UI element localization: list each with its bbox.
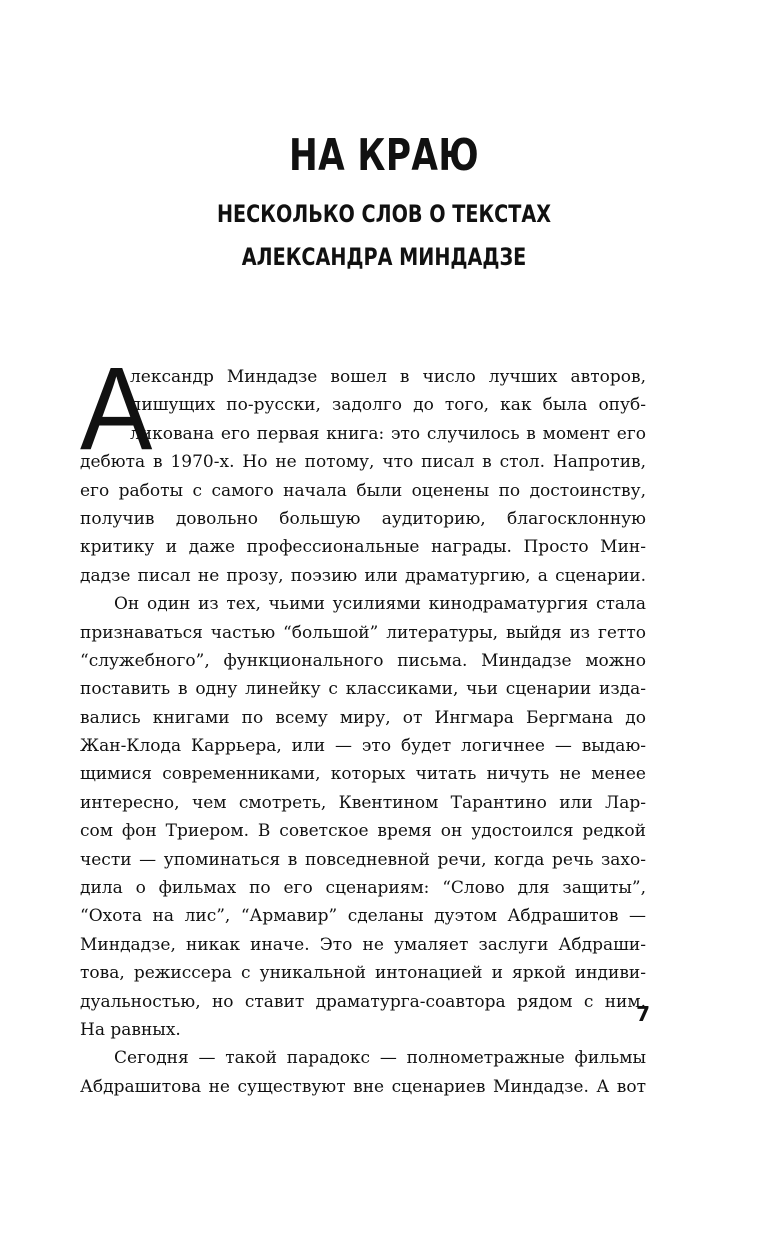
text-line: дадзе писал не прозу, поэзию или драматургию, а сценарии. xyxy=(80,565,646,586)
chapter-subtitle-line-2: АЛЕКСАНДРА МИНДАДЗЕ xyxy=(241,243,527,271)
body-text xyxy=(80,363,646,1101)
text-line: ликована его первая книга: это случилось в момент его xyxy=(130,423,646,444)
text-line: дила о фильмах по его сценариям: “Слово для защиты”, xyxy=(80,878,646,899)
text-line: Абдрашитова не существуют вне сценариев Миндадзе. А вот xyxy=(80,1076,646,1097)
text-line: получив довольно большую аудиторию, благосклонную xyxy=(80,508,646,529)
text-line: това, режиссера с уникальной интонацией и яркой индиви- xyxy=(80,963,646,984)
text-line: признаваться частью “большой” литературы, выйдя из гетто xyxy=(80,622,646,643)
text-line: критику и даже профессиональные награды. Просто Мин- xyxy=(80,537,646,558)
text-line: дебюта в 1970-х. Но не потому, что писал в стол. Напротив, xyxy=(80,452,646,473)
text-line: Сегодня — такой парадокс — полнометражные фильмы xyxy=(114,1048,646,1069)
text-line: поставить в одну линейку с классиками, чьи сценарии изда- xyxy=(80,679,646,700)
drop-cap: А xyxy=(80,343,153,475)
text-line: чести — упоминаться в повседневной речи, когда речь захо- xyxy=(80,849,646,870)
text-line: его работы с самого начала были оценены по достоинству, xyxy=(80,480,646,501)
chapter-subtitle-line-1: НЕСКОЛЬКО СЛОВ О ТЕКСТАХ xyxy=(216,200,551,228)
text-line: “Охота на лис”, “Армавир” сделаны дуэтом Абдрашитов — xyxy=(80,906,646,927)
text-line: “служебного”, функционального письма. Миндадзе можно xyxy=(80,650,646,671)
text-line: вались книгами по всему миру, от Ингмара Бергмана до xyxy=(80,707,646,728)
text-line: пишущих по-русски, задолго до того, как была опуб- xyxy=(130,395,646,416)
text-line: Миндадзе, никак иначе. Это не умаляет заслуги Абдраши- xyxy=(80,934,646,955)
text-line: Он один из тех, чьими усилиями кинодраматургия стала xyxy=(114,594,646,615)
chapter-title: НА КРАЮ xyxy=(288,130,480,181)
text-line: сом фон Триером. В советское время он удостоился редкой xyxy=(80,821,646,842)
text-line: дуальностью, но ставит драматурга-соавтора рядом с ним. xyxy=(80,991,646,1012)
text-line: лександр Миндадзе вошел в число лучших авторов, xyxy=(130,367,646,387)
text-line: Жан-Клода Каррьера, или — это будет логичнее — выдаю- xyxy=(80,736,646,757)
text-line: На равных. xyxy=(80,1019,181,1040)
text-line: щимися современниками, которых читать ничуть не менее xyxy=(80,764,646,785)
text-line: интересно, чем смотреть, Квентином Тарантино или Лар- xyxy=(80,792,646,813)
page-number: 7 xyxy=(636,1002,650,1026)
